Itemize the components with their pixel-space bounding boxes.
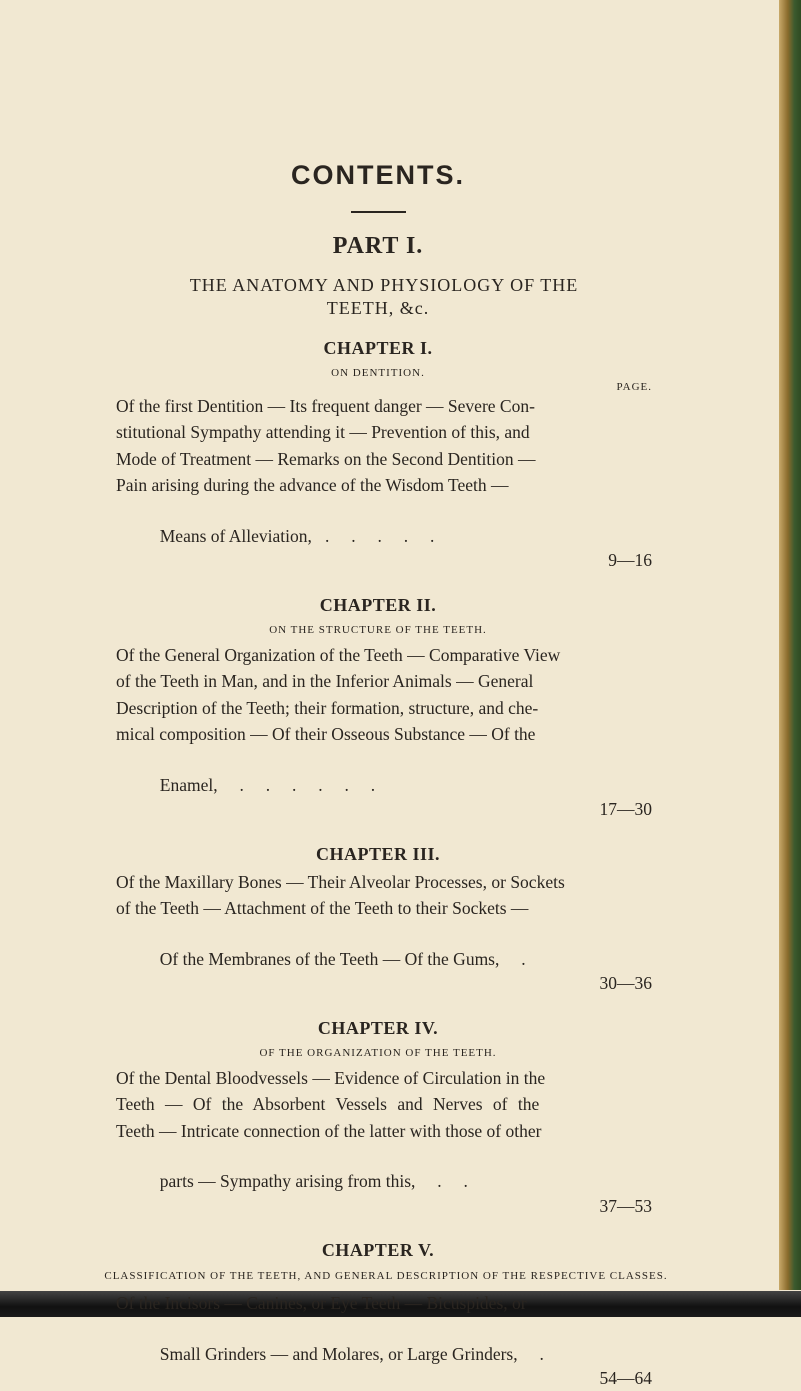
- entry-line: of the Teeth — Attachment of the Teeth to their Sockets —: [116, 898, 529, 919]
- page-range: 37—53: [599, 1195, 652, 1216]
- entry-line-last: [116, 1318, 652, 1391]
- entry-line: Teeth — Intricate connection of the latter with those of other: [116, 1120, 542, 1141]
- entry-line: Of the General Organization of the Teeth — Comparative View: [116, 644, 561, 665]
- chapter-4: [116, 1016, 652, 1218]
- entry-line: Of the first Dentition — Its frequent danger — Severe Con-: [116, 396, 535, 416]
- contents-body: [104, 158, 668, 1391]
- page-range: 9—16: [608, 550, 652, 571]
- chapter-subtitle: OF THE ORGANIZATION OF THE TEETH.: [259, 1046, 497, 1059]
- page-range: 54—64: [599, 1368, 652, 1389]
- contents-heading: CONTENTS.: [290, 160, 465, 190]
- chapter-entry: [116, 870, 652, 996]
- chapter-entry: [116, 1291, 652, 1391]
- entry-line-last: [116, 748, 652, 821]
- page-edge-shadow: [779, 0, 801, 1290]
- chapter-1: [116, 336, 652, 573]
- entry-line-last: [116, 1145, 652, 1218]
- entry-line: Of the Dental Bloodvessels — Evidence of Circulation in the: [116, 1067, 546, 1088]
- entry-line: mical composition — Of their Osseous Substance — Of the: [116, 724, 536, 745]
- chapter-entry: [116, 1066, 652, 1218]
- part-subtitle-line2: TEETH, &c.: [326, 298, 430, 318]
- entry-line: Mode of Treatment — Remarks on the Second Dentition —: [116, 448, 536, 469]
- part-title: PART I.: [332, 233, 424, 259]
- entry-line-last: [116, 500, 652, 573]
- entry-line-text: Means of Alleviation, . . . . .: [159, 526, 435, 547]
- chapter-subtitle: CLASSIFICATION OF THE TEETH, AND GENERAL DESCRIPTION OF THE RESPECTIVE CLASSES.: [104, 1270, 668, 1283]
- chapter-entry: [116, 394, 652, 573]
- entry-line-text: Enamel, . . . . . .: [159, 774, 376, 795]
- chapter-title: CHAPTER III.: [315, 843, 441, 864]
- title-rule: [351, 211, 406, 213]
- chapter-subtitle: ON DENTITION.: [331, 367, 425, 379]
- entry-line-text: Small Grinders — and Molares, or Large Grinders, .: [159, 1343, 544, 1364]
- entry-line: Description of the Teeth; their formation, structure, and che-: [116, 697, 539, 718]
- page-range: 17—30: [599, 799, 652, 820]
- chapter-entry: [116, 643, 652, 822]
- entry-line: Of the Incisors — Canines, or Eye Teeth — Bicuspides, or: [116, 1293, 527, 1314]
- entry-line: Of the Maxillary Bones — Their Alveolar Processes, or Sockets: [116, 871, 565, 892]
- part-subtitle-line1: THE ANATOMY AND PHYSIOLOGY OF THE: [189, 275, 579, 295]
- chapter-2: [116, 593, 652, 822]
- chapter-5: [104, 1238, 668, 1391]
- entry-line: of the Teeth in Man, and in the Inferior Animals — General: [116, 671, 534, 692]
- entry-line-last: [116, 923, 652, 996]
- entry-line-text: parts — Sympathy arising from this, . .: [159, 1171, 468, 1192]
- chapter-title: CHAPTER V.: [321, 1240, 435, 1261]
- chapter-title: CHAPTER II.: [319, 594, 437, 615]
- chapter-title: CHAPTER IV.: [317, 1017, 439, 1038]
- chapter-title: CHAPTER I.: [323, 338, 433, 358]
- page-range: 30—36: [599, 973, 652, 994]
- entry-line-text: Of the Membranes of the Teeth — Of the Gums, .: [159, 948, 526, 969]
- entry-line: Teeth — Of the Absorbent Vessels and Nerves of the: [116, 1094, 540, 1115]
- chapter-subtitle: ON THE STRUCTURE OF THE TEETH.: [269, 623, 487, 636]
- entry-line: stitutional Sympathy attending it — Prevention of this, and: [116, 422, 530, 443]
- entry-line: Pain arising during the advance of the Wisdom Teeth —: [116, 475, 509, 496]
- page-column-label: PAGE.: [616, 381, 652, 393]
- chapter-3: [116, 842, 652, 996]
